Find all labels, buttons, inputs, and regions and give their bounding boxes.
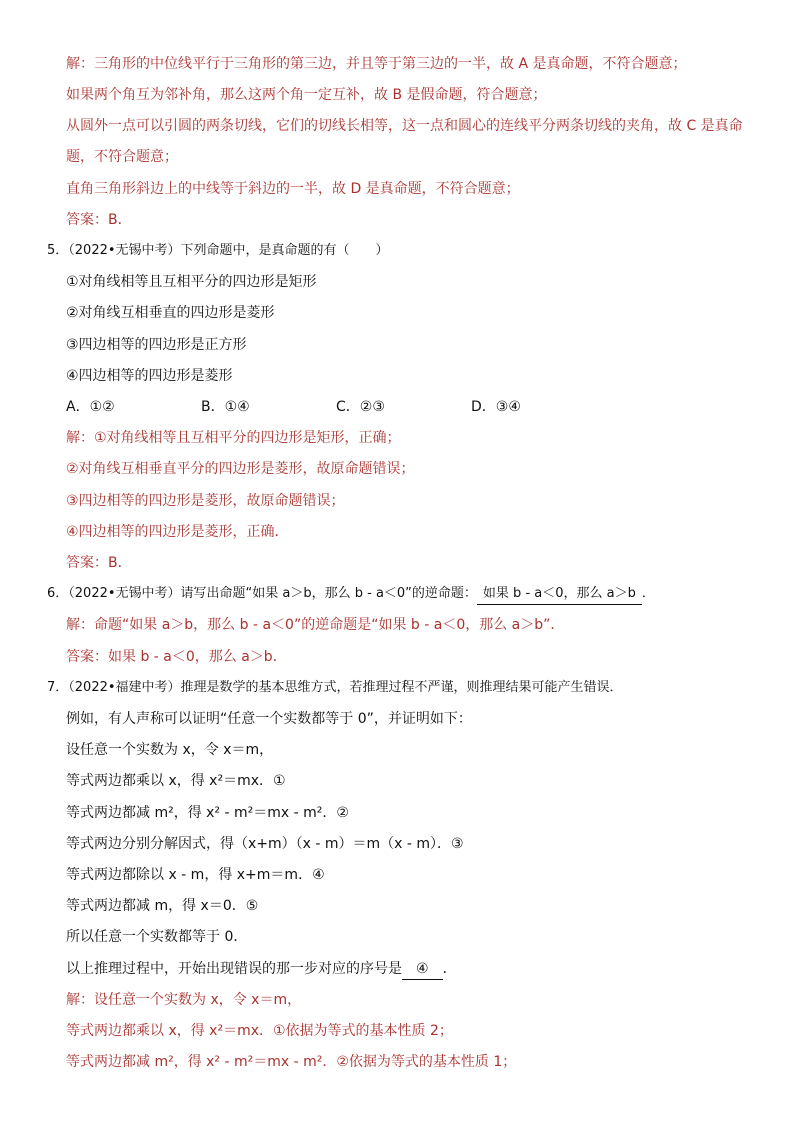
question-7-blank-line	[66, 959, 457, 980]
answer-blank: ④	[402, 959, 443, 980]
proof-line: 等式两边都减 m，得 x＝0．⑤	[66, 898, 259, 914]
solution-line: 直角三角形斜边上的中线等于斜边的一半，故 D 是真命题，不符合题意；	[66, 181, 520, 197]
solution-line: 解：设任意一个实数为 x，令 x＝m，	[66, 992, 302, 1008]
choice-option-a: A．①②	[66, 399, 115, 415]
answer-line: 答案：如果 b - a＜0，那么 a＞b．	[66, 649, 287, 665]
question-6-text: 6．（2022•无锡中考）请写出命题“如果 a＞b，那么 b - a＜0”的逆命题：	[47, 586, 477, 601]
question-7-blank-suffix: ．	[442, 961, 457, 977]
solution-line: 从圆外一点可以引圆的两条切线，它们的切线长相等，这一点和圆心的连线平分两条切线的夹角，故 C 是真命	[66, 118, 743, 134]
answer-line: 答案：B．	[66, 555, 132, 571]
statement-line: ②对角线互相垂直的四边形是菱形	[66, 305, 275, 321]
proof-line: 等式两边都乘以 x，得 x²＝mx．①	[66, 773, 286, 789]
statement-line: ③四边相等的四边形是正方形	[66, 337, 247, 353]
statement-line: ④四边相等的四边形是菱形	[66, 368, 233, 384]
solution-line: 解：三角形的中位线平行于三角形的第三边，并且等于第三边的一半，故 A 是真命题，不符合题意；	[66, 56, 687, 72]
answer-line: 答案：B．	[66, 212, 132, 228]
question-7-blank-text: 以上推理过程中，开始出现错误的那一步对应的序号是	[66, 961, 402, 977]
question-7-stem: 7．（2022•福建中考）推理是数学的基本思维方式，若推理过程不严谨，则推理结果可能产生错误．	[47, 680, 623, 695]
proof-line: 等式两边分别分解因式，得（x+m）（x - m）＝m（x - m）．③	[66, 836, 464, 852]
solution-line: ③四边相等的四边形是菱形，故原命题错误；	[66, 493, 345, 509]
question-6-stem	[47, 584, 655, 605]
solution-line: 如果两个角互为邻补角，那么这两个角一定互补，故 B 是假命题，符合题意；	[66, 87, 547, 103]
statement-line: ①对角线相等且互相平分的四边形是矩形	[66, 274, 317, 290]
answer-blank: 如果 b - a＜0，那么 a＞b	[477, 584, 642, 605]
choice-options	[66, 397, 606, 417]
solution-line: ④四边相等的四边形是菱形，正确．	[66, 524, 289, 540]
proof-line: 例如，有人声称可以证明“任意一个实数都等于 0”，并证明如下：	[66, 711, 472, 727]
solution-line: 题，不符合题意；	[66, 149, 178, 165]
solution-line: 解：①对角线相等且互相平分的四边形是矩形，正确；	[66, 430, 401, 446]
solution-line: 解：命题“如果 a＞b，那么 b - a＜0”的逆命题是“如果 b - a＜0，那么 a＞b”．	[66, 617, 565, 633]
choice-option-b: B．①④	[201, 399, 250, 415]
question-5-stem: 5．（2022•无锡中考）下列命题中，是真命题的有（ ）	[47, 243, 389, 258]
choice-option-d: D．③④	[471, 399, 521, 415]
question-6-suffix: ．	[641, 586, 655, 601]
proof-line: 所以任意一个实数都等于 0．	[66, 929, 248, 945]
proof-line: 等式两边都除以 x - m，得 x+m＝m．④	[66, 867, 325, 883]
solution-line: 等式两边都减 m²，得 x² - m²＝mx - m²．②依据为等式的基本性质 1；	[66, 1054, 517, 1070]
solution-line: ②对角线互相垂直平分的四边形是菱形，故原命题错误；	[66, 461, 415, 477]
solution-line: 等式两边都乘以 x，得 x²＝mx．①依据为等式的基本性质 2；	[66, 1023, 453, 1039]
choice-option-c: C．②③	[336, 399, 385, 415]
proof-line: 等式两边都减 m²，得 x² - m²＝mx - m²．②	[66, 805, 349, 821]
proof-line: 设任意一个实数为 x，令 x＝m，	[66, 742, 274, 758]
